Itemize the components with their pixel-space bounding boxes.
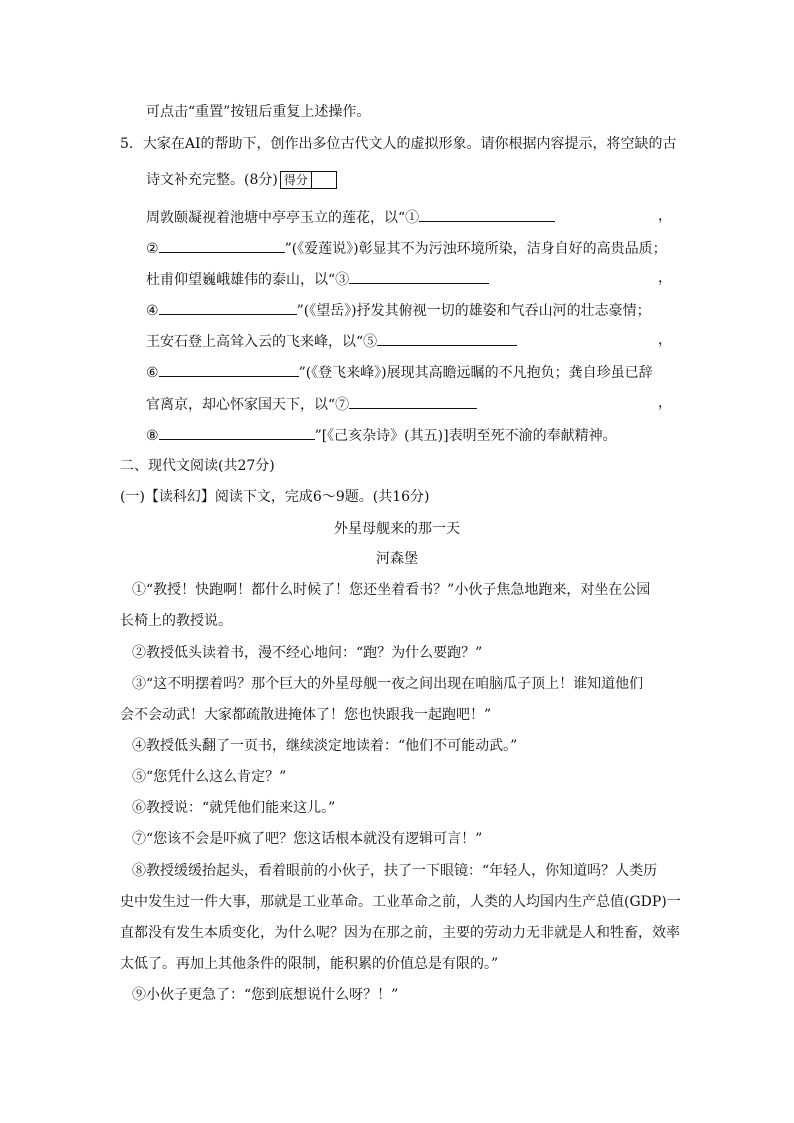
- poem-line-5: [146, 330, 672, 352]
- poem-line-2: [146, 237, 667, 259]
- question-5-points: 诗文补充完整。(8分): [146, 172, 278, 188]
- poem-prompt-8: ”[《己亥杂诗》(其五)]表明至死不渝的奉献精神。: [314, 428, 617, 444]
- paragraph-8-cont-3: 太低了。再加上其他条件的限制，能积累的价值总是有限的。”: [120, 956, 499, 972]
- blank-marker-4: ④: [146, 303, 159, 319]
- blank-2[interactable]: [159, 237, 285, 253]
- paragraph-4: ④教授低头翻了一页书，继续淡定地读着：“他们不可能动武。”: [132, 738, 518, 754]
- poem-prompt-5: 王安石登上高耸入云的飞来峰，以“⑤: [146, 334, 378, 350]
- poem-comma-3: ，: [658, 270, 672, 286]
- paragraph-8-cont-1: 史中发生过一件大事，那就是工业革命。工业革命之前，人类的人均国内生产总值(GDP)一: [120, 894, 681, 910]
- paragraph-3: ③“这不明摆着吗？那个巨大的外星母舰一夜之间出现在咱脑瓜子顶上！谁知道他们: [132, 676, 644, 692]
- instruction-line: 可点击“重置”按钮后重复上述操作。: [146, 104, 371, 120]
- paragraph-8-cont-2: 直都没有发生本质变化，为什么呢？因为在那之前，主要的劳动力无非就是人和牲畜，效率: [120, 925, 680, 941]
- poem-line-3: [146, 268, 672, 290]
- paragraph-9: ⑨小伙子更急了：“您到底想说什么呀？！”: [132, 987, 399, 1003]
- poem-line-7: [146, 393, 672, 415]
- poem-comma-1: ，: [658, 208, 672, 224]
- poem-prompt-2: ”(《爱莲说》)彰显其不为污浊环境所染，洁身自好的高贵品质；: [284, 241, 667, 257]
- paragraph-1-cont: 长椅上的教授说。: [120, 613, 232, 629]
- blank-6[interactable]: [159, 361, 299, 377]
- blank-5[interactable]: [377, 330, 517, 346]
- subsection-heading: (一)【读科幻】阅读下文，完成6～9题。(共16分): [120, 489, 430, 505]
- article-title: 外星母舰来的那一天: [334, 521, 460, 537]
- paragraph-1: ①“教授！快跑啊！都什么时候了！您还坐着看书？”小伙子焦急地跑来，对坐在公园: [132, 582, 651, 598]
- poem-prompt-1: 周敦颐凝视着池塘中亭亭玉立的莲花，以“①: [146, 210, 420, 226]
- score-box: [280, 171, 337, 189]
- poem-line-1: [146, 206, 672, 228]
- section-heading: 二、现代文阅读(共27分): [120, 458, 275, 474]
- poem-comma-5: ，: [658, 332, 672, 348]
- blank-marker-6: ⑥: [146, 365, 159, 381]
- poem-line-6: [146, 361, 653, 383]
- blank-8[interactable]: [159, 424, 315, 440]
- poem-comma-7: ，: [658, 395, 672, 411]
- question-5-line-2: [146, 170, 337, 190]
- paragraph-6: ⑥教授说：“就凭他们能来这儿。”: [132, 800, 336, 816]
- paragraph-8: ⑧教授缓缓抬起头，看着眼前的小伙子，扶了一下眼镜：“年轻人，你知道吗？人类历: [132, 863, 658, 879]
- paragraph-2: ②教授低头读着书，漫不经心地问：“跑？为什么要跑？”: [132, 645, 483, 661]
- poem-prompt-6: ”(《登飞来峰》)展现其高瞻远瞩的不凡抱负；龚自珍虽已辞: [298, 365, 653, 381]
- blank-7[interactable]: [349, 393, 477, 409]
- blank-3[interactable]: [349, 268, 489, 284]
- article-author: 河森堡: [376, 551, 418, 567]
- score-label: 得分: [281, 172, 312, 188]
- blank-marker-8: ⑧: [146, 428, 159, 444]
- poem-line-4: [146, 299, 651, 321]
- paragraph-7: ⑦“您该不会是吓疯了吧？您这话根本就没有逻辑可言！”: [132, 831, 483, 847]
- paragraph-3-cont: 会不会动武！大家都疏散进掩体了！您也快跟我一起跑吧！”: [120, 707, 492, 723]
- poem-prompt-7: 官离京，却心怀家国天下，以“⑦: [146, 397, 350, 413]
- poem-prompt-3: 杜甫仰望巍峨雄伟的泰山，以“③: [146, 272, 350, 288]
- blank-1[interactable]: [419, 206, 555, 222]
- blank-marker-2: ②: [146, 241, 159, 257]
- score-cell[interactable]: [312, 172, 336, 188]
- poem-prompt-4: ”(《望岳》)抒发其俯视一切的雄姿和气吞山河的壮志豪情；: [296, 303, 651, 319]
- poem-line-8: [146, 424, 617, 446]
- paragraph-5: ⑤“您凭什么这么肯定？”: [132, 769, 287, 785]
- question-5-line-1: 5．大家在AI的帮助下，创作出多位古代文人的虚拟形象。请你根据内容提示，将空缺的古: [120, 136, 677, 152]
- blank-4[interactable]: [159, 299, 297, 315]
